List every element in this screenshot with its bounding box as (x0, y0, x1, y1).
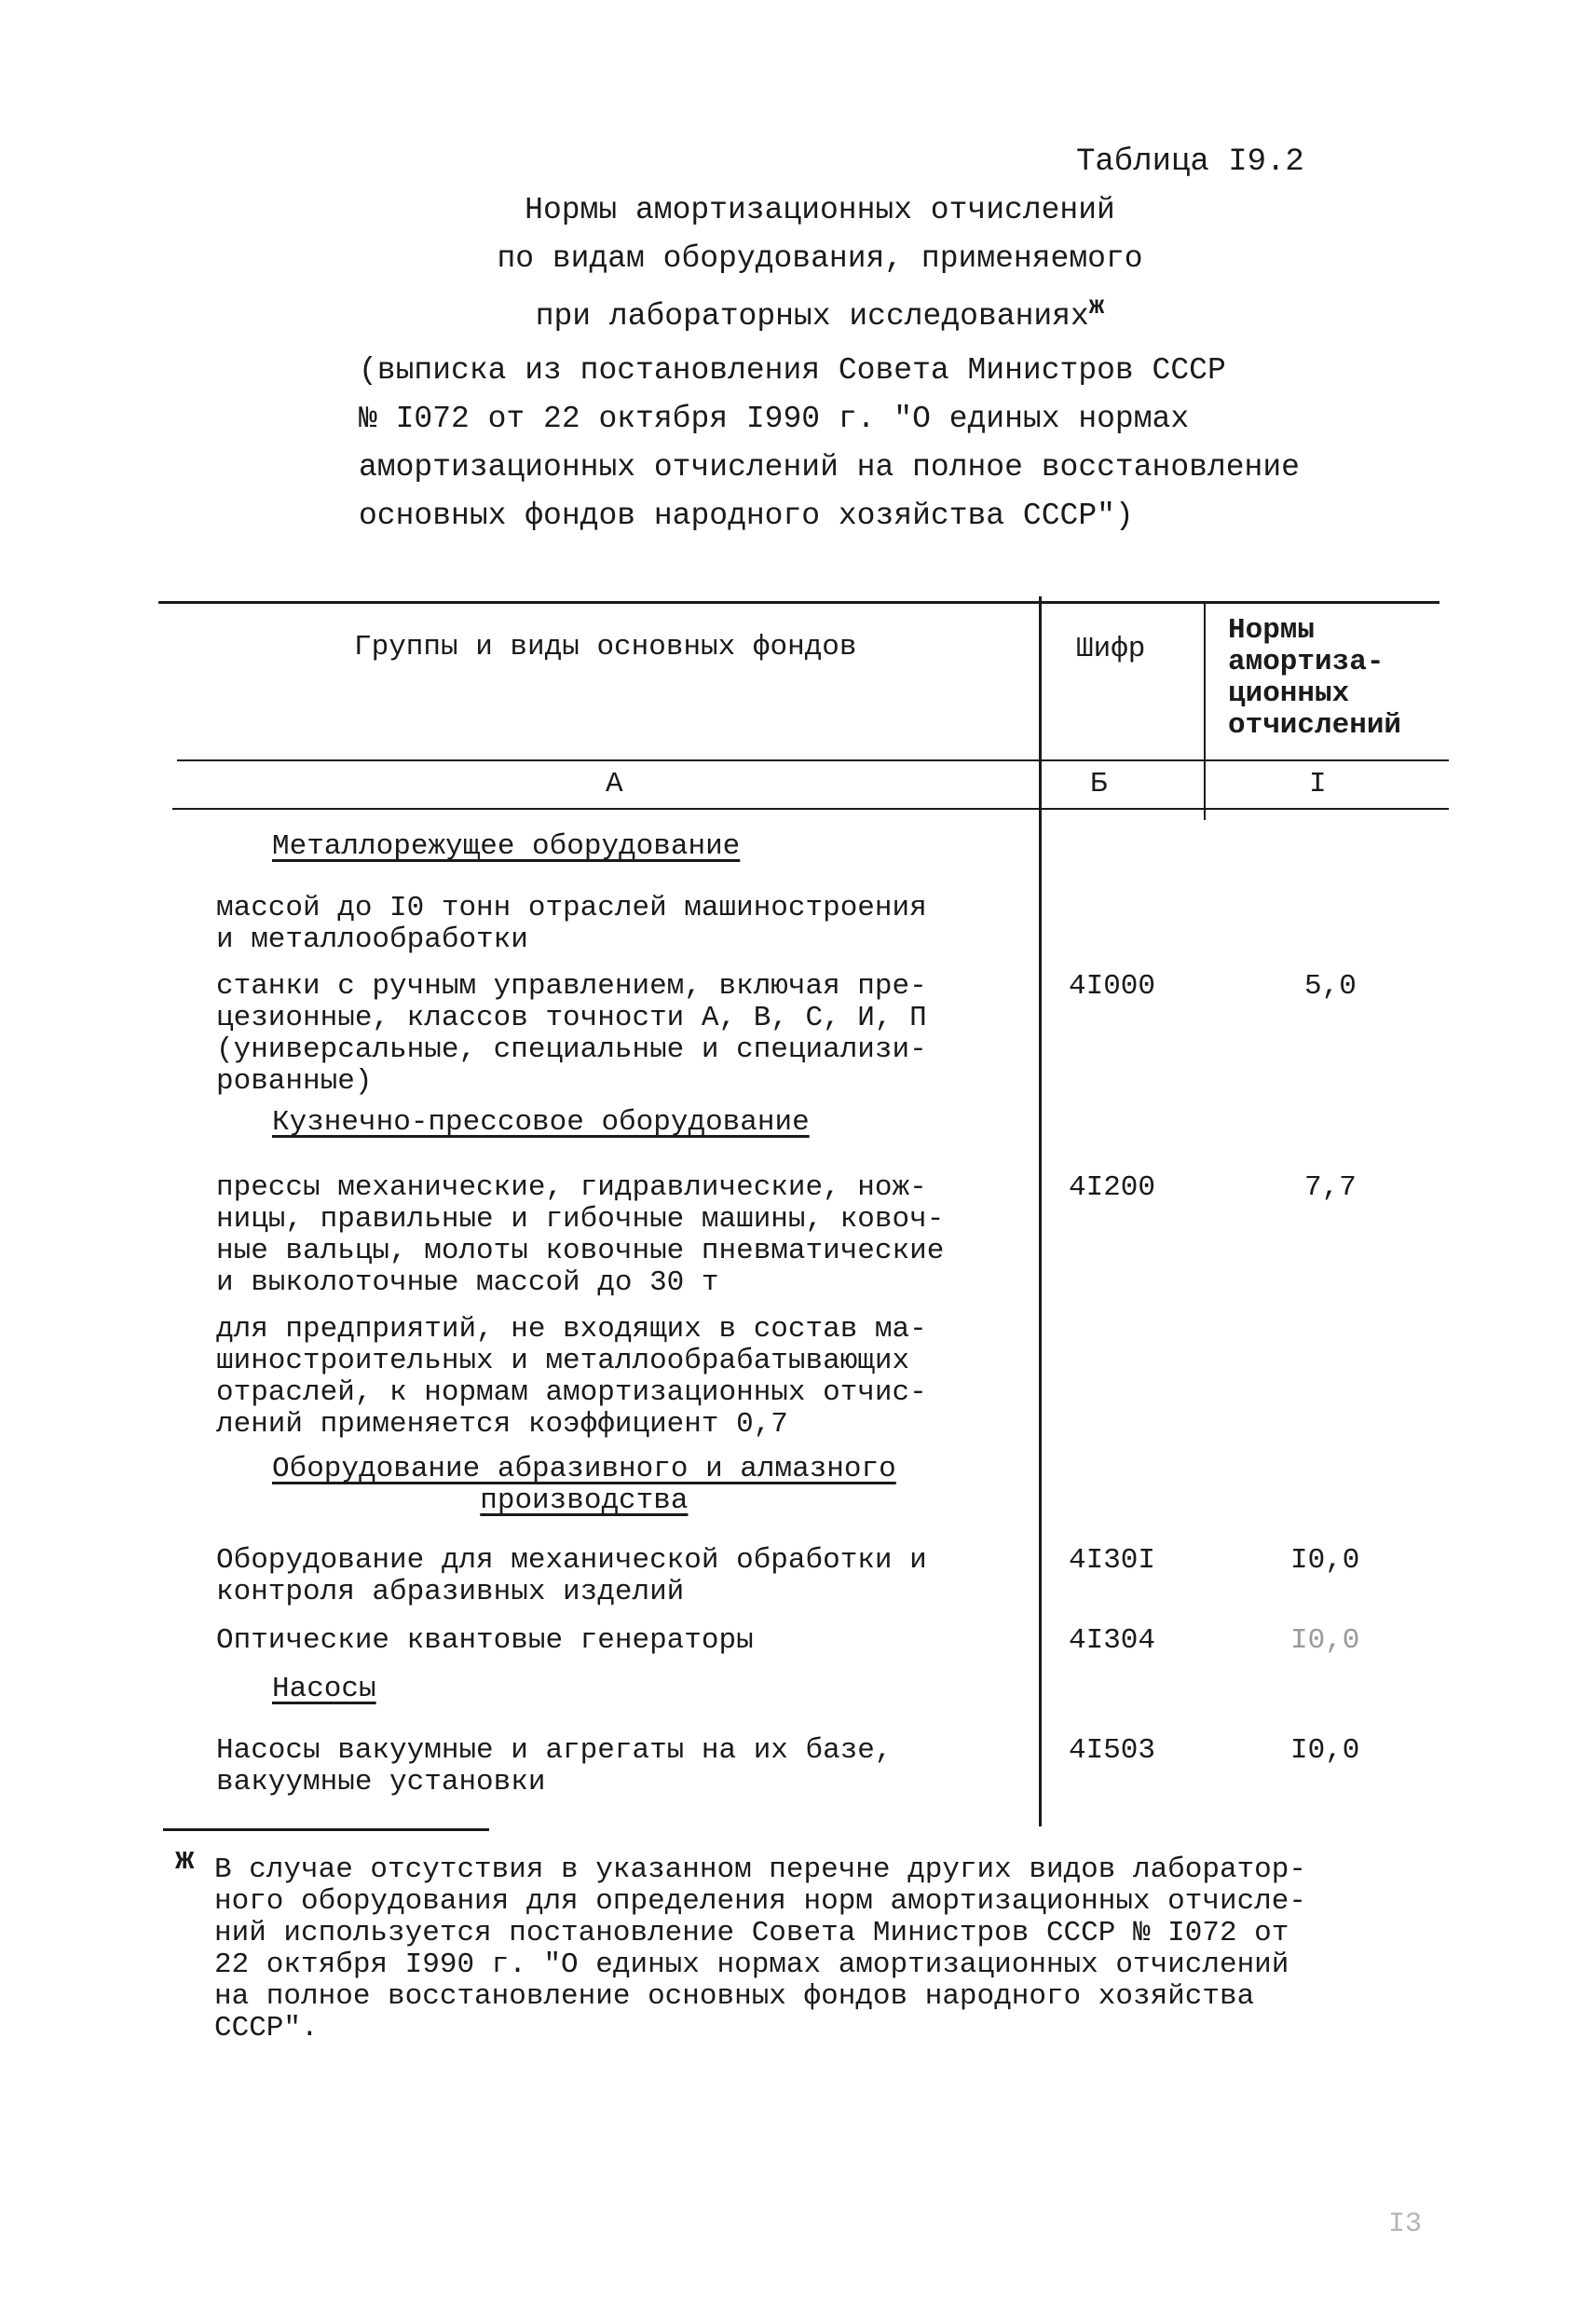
desc-line: Оптические квантовые генераторы (216, 1624, 754, 1657)
source-line: № I072 от 22 октября I990 г. "О единых нормах (359, 402, 1190, 436)
desc-line: лений применяется коэффициент 0,7 (216, 1408, 788, 1441)
desc-line: станки с ручным управлением, включая пре- (216, 970, 927, 1003)
desc-line: ницы, правильные и гибочные машины, ковоч- (216, 1203, 945, 1236)
row-description (216, 1545, 927, 1608)
footnote-mark: ж (175, 1843, 195, 1879)
table-number: Таблица I9.2 (1076, 144, 1304, 180)
desc-line: прессы механические, гидравлические, нож- (216, 1171, 927, 1204)
desc-line: контроля абразивных изделий (216, 1576, 685, 1608)
desc-line: Оборудование для механической обработки и (216, 1544, 927, 1577)
footnote-line: на полное восстановление основных фондов народного хозяйства (214, 1980, 1255, 2013)
footnote-line: В случае отсутствия в указанном перечне других видов лаборатор- (214, 1853, 1306, 1886)
table-title (354, 186, 1286, 341)
subtext-line: массой до I0 тонн отраслей машиностроения (216, 892, 927, 924)
desc-line: для предприятий, не входящих в состав ма- (216, 1313, 927, 1346)
source-line: амортизационных отчислений на полное восстановление (359, 450, 1300, 485)
row-norm: I0,0 (1290, 1624, 1360, 1657)
source-note (359, 347, 1477, 540)
heading-line: Оборудование абразивного и алмазного (272, 1453, 896, 1485)
row-code: 4I304 (1069, 1624, 1156, 1657)
row-norm: I0,0 (1290, 1734, 1360, 1767)
footnote-line: СССР". (214, 2012, 319, 2044)
column-divider-1 (1039, 596, 1042, 1826)
footnote-ref: ж (1088, 293, 1105, 321)
table-end-rule (163, 1828, 489, 1831)
row-description (216, 1172, 944, 1299)
row-norm: 5,0 (1304, 970, 1357, 1003)
footnote (214, 1854, 1306, 2044)
row-code: 4I503 (1069, 1734, 1156, 1767)
title-line-text: при лабораторных исследованиях (535, 299, 1089, 334)
header-groups: Группы и виды основных фондов (354, 631, 857, 663)
header-norm (1228, 615, 1401, 742)
section-heading: Насосы (272, 1673, 376, 1705)
desc-line: цезионные, классов точности А, В, С, И, П (216, 1002, 927, 1034)
desc-line: шиностроительных и металлообрабатывающих (216, 1345, 910, 1377)
col-label-b: Б (1090, 768, 1108, 800)
desc-line: рованные) (216, 1065, 373, 1098)
row-code: 4I200 (1069, 1171, 1156, 1204)
section-heading: Кузнечно-прессовое оборудование (272, 1106, 810, 1139)
desc-line: отраслей, к нормам амортизационных отчис- (216, 1376, 927, 1409)
row-code: 4I30I (1069, 1544, 1156, 1577)
desc-line: и выколоточные массой до 30 т (216, 1266, 719, 1299)
header-norm-line: амортиза- (1228, 646, 1385, 678)
footnote-line: ний используется постановление Совета Министров СССР № I072 от (214, 1917, 1289, 1949)
header-bottom-rule (177, 759, 1449, 761)
column-divider-2 (1204, 601, 1206, 820)
title-line (354, 283, 1286, 341)
row-norm: I0,0 (1290, 1544, 1360, 1577)
desc-line: (универсальные, специальные и специализи- (216, 1033, 927, 1066)
desc-line: Насосы вакуумные и агрегаты на их базе, (216, 1734, 893, 1767)
header-norm-line: отчислений (1228, 709, 1402, 742)
header-code: Шифр (1076, 633, 1146, 665)
section-heading: Металлорежущее оборудование (272, 830, 741, 863)
title-line: по видам оборудования, применяемого (497, 241, 1143, 276)
footnote-line: 22 октября I990 г. "О единых нормах амортизационных отчислений (214, 1949, 1289, 1981)
page-number: I3 (1388, 2208, 1423, 2240)
footnote-line: ного оборудования для определения норм амортизационных отчисле- (214, 1885, 1306, 1918)
section-subtext (216, 893, 927, 956)
row-code: 4I000 (1069, 970, 1156, 1003)
row-description (216, 1625, 754, 1657)
col-label-rule (172, 808, 1449, 810)
header-norm-line: Нормы (1228, 614, 1316, 647)
col-label-c: I (1309, 768, 1327, 800)
col-label-a: А (606, 768, 623, 800)
subtext-line: и металлообработки (216, 923, 528, 956)
title-line: Нормы амортизационных отчислений (525, 193, 1115, 227)
desc-line: ные вальцы, молоты ковочные пневматические (216, 1235, 945, 1267)
row-description (216, 1314, 927, 1441)
source-line: (выписка из постановления Совета Министров СССР (359, 353, 1226, 388)
section-heading (272, 1454, 896, 1517)
header-norm-line: ционных (1228, 677, 1350, 710)
row-description (216, 971, 927, 1098)
source-line: основных фондов народного хозяйства СССР") (359, 499, 1134, 533)
row-norm: 7,7 (1304, 1171, 1357, 1204)
desc-line: вакуумные установки (216, 1766, 546, 1798)
row-description (216, 1735, 893, 1798)
table-top-rule (158, 601, 1439, 604)
heading-line: производства (480, 1484, 689, 1517)
